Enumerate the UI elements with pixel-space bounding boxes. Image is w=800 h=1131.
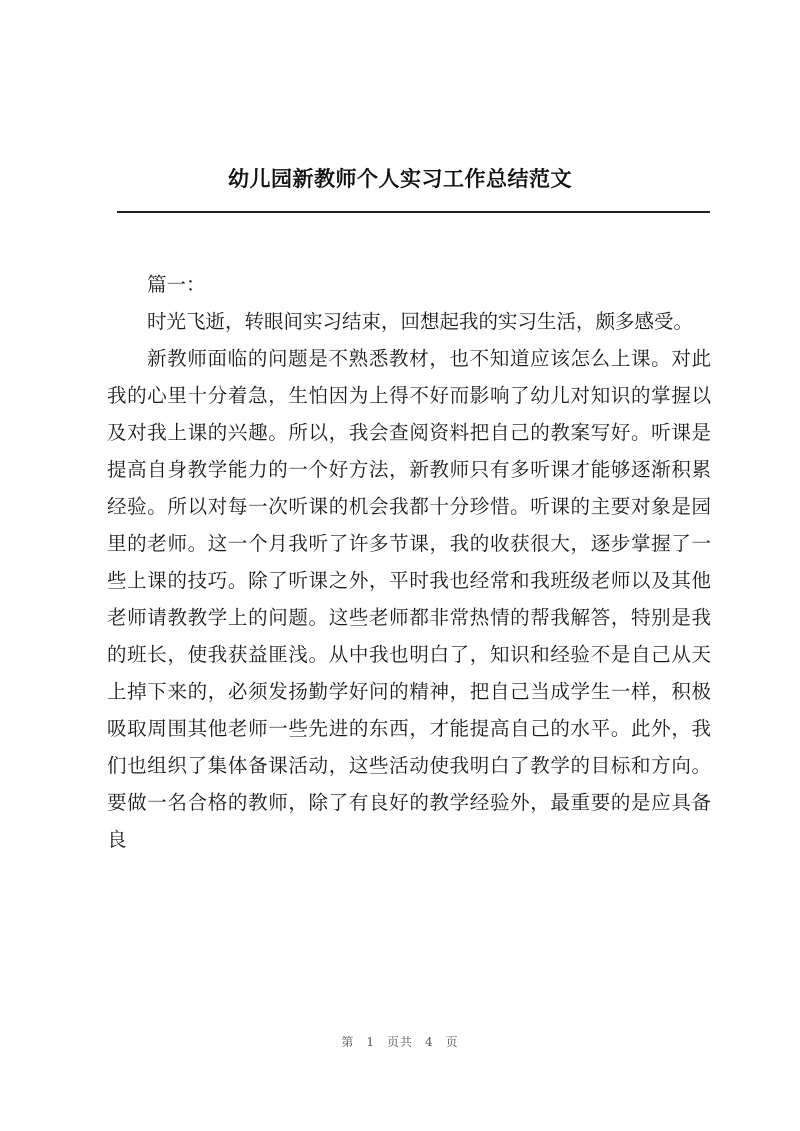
footer-total-pages: 4 bbox=[425, 1035, 434, 1049]
page-footer bbox=[0, 1033, 800, 1050]
title-divider bbox=[117, 211, 710, 213]
section-heading: 篇一： bbox=[147, 273, 206, 296]
footer-suffix: 页 bbox=[445, 1035, 459, 1049]
footer-page-number: 1 bbox=[366, 1035, 375, 1049]
paragraph-intro: 时光飞逝，转眼间实习结束，回想起我的实习生活，颇多感受。 bbox=[147, 310, 694, 333]
document-body bbox=[107, 266, 711, 858]
footer-prefix: 第 bbox=[341, 1035, 355, 1049]
paragraph-main: 新教师面临的问题是不熟悉教材，也不知道应该怎么上课。对此我的心里十分着急，生怕因为上得不好而影响了幼儿对知识的掌握以及对我上课的兴趣。所以，我会查阅资料把自己的教案写好。听课是提高自身教学能力的一个好方法，新教师只有多听课才能够逐渐积累经验。所以对每一次听课的机会我都十分珍惜。听课的主要对象是园里的老师。这一个月我听了许多节课，我的收获很大，逐步掌握了一些上课的技巧。除了听课之外，平时我也经常和我班级老师以及其他老师请教教学上的问题。这些老师都非常热情的帮我解答，特别是我的班长，使我获益匪浅。从中我也明白了，知识和经验不是自己从天上掉下来的，必须发扬勤学好问的精神，把自己当成学生一样，积极吸取周围其他老师一些先进的东西，才能提高自己的水平。此外，我们也组织了集体备课活动，这些活动使我明白了教学的目标和方向。要做一名合格的教师，除了有良好的教学经验外，最重要的是应具备良 bbox=[107, 347, 711, 851]
footer-middle: 页共 bbox=[386, 1035, 413, 1049]
document-title: 幼儿园新教师个人实习工作总结范文 bbox=[228, 166, 572, 191]
